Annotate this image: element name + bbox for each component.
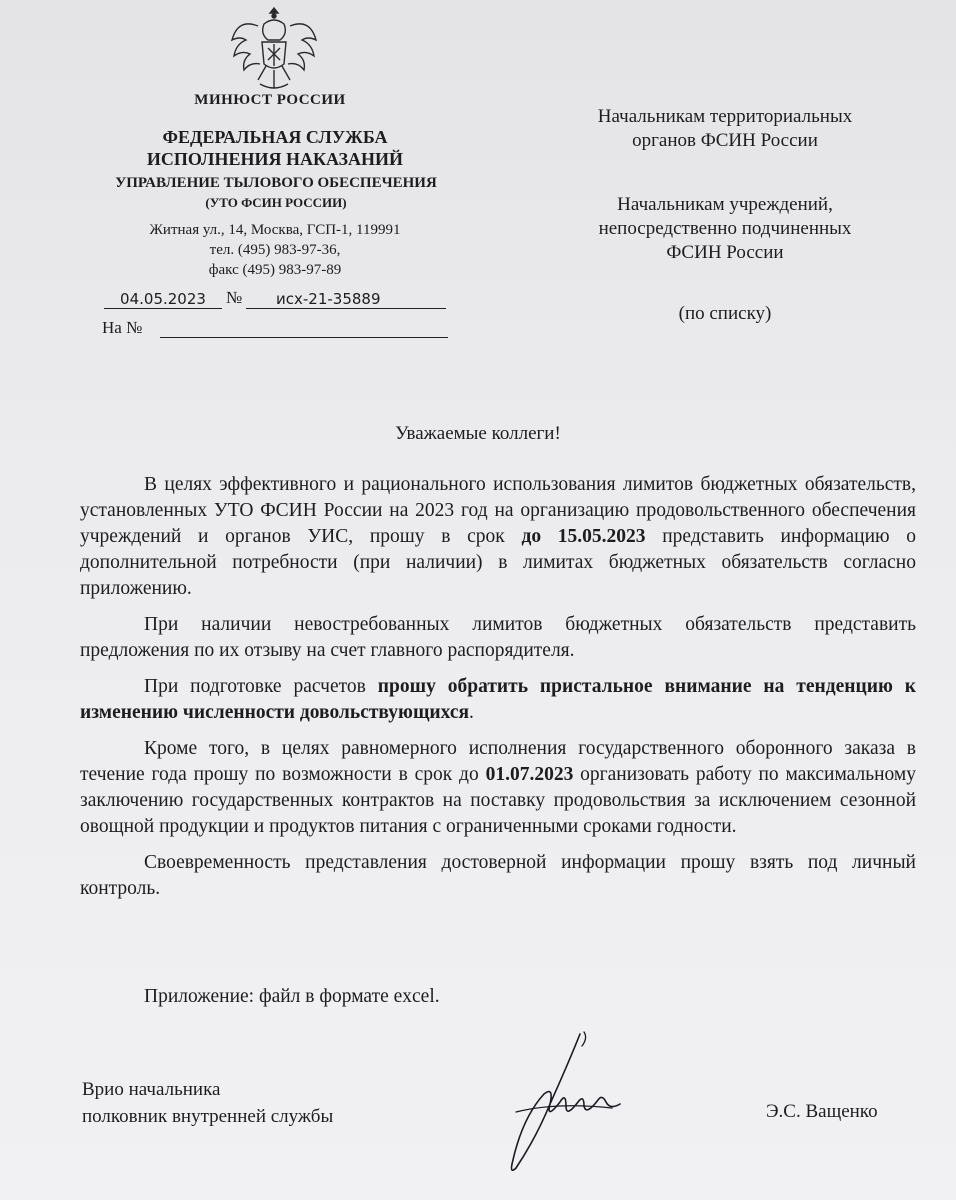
department-name-line1: УПРАВЛЕНИЕ ТЫЛОВОГО ОБЕСПЕЧЕНИЯ [115,175,437,191]
reference-number-label: На № [102,318,143,337]
signatory-position-line2: полковник внутренней службы [82,1106,334,1127]
signatory-position-line1: Врио начальника [82,1079,221,1100]
paragraph-2: При наличии невостребованных лимитов бюджетных обязательств представить предложения по их отзыву на счет главного распорядителя. [80,614,916,661]
address-fax: факс (495) 983-97-89 [208,262,342,278]
paragraph-4-text-b: организовать работу по максимальному заключению государственных контрактов на поставку продовольствия за исключением сезонной овощной продукции и продуктов питания с ограниченными сроками годности. [80,764,917,837]
paragraph-1-text-b: представить информацию о дополнительной потребности (при наличии) в лимитах бюджетных обязательств согласно приложению. [80,526,917,599]
contract-deadline-date: 01.07.2023 [485,764,574,785]
handwritten-signature [488,1020,648,1180]
ministry-name: МИНЮСТ РОССИИ [194,92,346,108]
addressee-line5: ФСИН России [666,242,784,263]
reference-number-blank [160,337,448,338]
paragraph-3 [80,674,916,726]
service-name-line2: ИСПОЛНЕНИЯ НАКАЗАНИЙ [146,149,404,169]
signatory-position [82,1076,333,1130]
greeting: Уважаемые коллеги! [395,423,561,444]
signatory-name: Э.С. Ващенко [766,1101,878,1122]
paragraph-3-text-a: При подготовке расчетов [144,676,366,697]
address-line1: Житная ул., 14, Москва, ГСП-1, 119991 [149,222,401,238]
address-phone: тел. (495) 983-97-36, [209,242,341,258]
sender-address [100,220,450,280]
registration-number: исх-21-35889 [246,290,446,309]
paragraph-3-emphasis: прошу обратить пристальное внимание на тенденцию к изменению численности довольствующихся [80,676,917,723]
paragraph-5: Своевременность представления достоверной информации прошу взять под личный контроль. [80,852,916,899]
service-name-line1: ФЕДЕРАЛЬНАЯ СЛУЖБА [162,127,388,147]
addressee-line1: Начальникам территориальных [597,106,853,127]
fsin-emblem-icon [228,4,320,100]
attachment-note: Приложение: файл в формате excel. [144,986,440,1007]
registration-number-label: № [226,288,243,307]
paragraph-1-text-a: В целях эффективного и рационального использования лимитов бюджетных обязательств, установленных УТО ФСИН России на 2023 год на организацию продовольственного обеспечения учреждений и органов УИС, прошу в срок [80,474,916,547]
addressee-territorial [540,105,910,153]
paragraph-1 [80,472,916,602]
addressee-line2: органов ФСИН России [632,130,818,151]
department-name [76,174,476,212]
deadline-date: до 15.05.2023 [521,526,646,547]
addressee-line4: непосредственно подчиненных [598,218,852,239]
service-name [110,126,440,170]
registration-date: 04.05.2023 [104,290,222,309]
addressee-line3: Начальникам учреждений, [617,194,833,215]
department-name-line2: (УТО ФСИН РОССИИ) [205,195,347,210]
paragraph-4-text-a: Кроме того, в целях равномерного исполнения государственного оборонного заказа в течение года прошу по возможности в срок до [80,738,916,785]
paragraph-4 [80,736,916,840]
letter-body [80,472,916,912]
paragraph-3-end: . [469,702,474,723]
addressee-list-note: (по списку) [678,303,772,324]
addressee-institutions [540,193,910,265]
